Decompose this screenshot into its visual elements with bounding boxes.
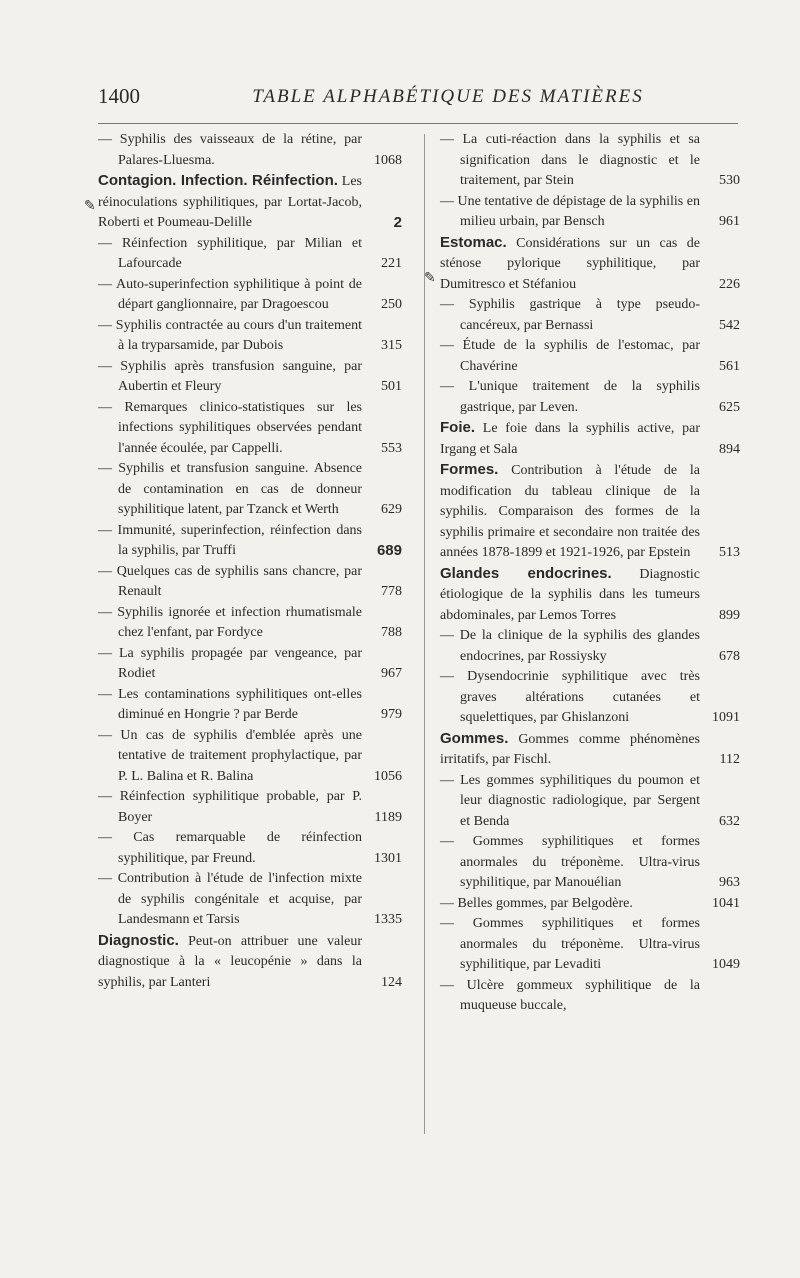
page-reference: 501: [377, 377, 402, 398]
page-reference: 221: [377, 254, 402, 275]
page-reference: 553: [377, 439, 402, 460]
page-reference: 112: [716, 750, 740, 771]
entry-text: Les réinoculations syphilitiques, par Lortat-Jacob, Roberti et Poumeau-Delille: [98, 174, 362, 230]
page-reference: 1091: [708, 708, 740, 729]
index-subentry: [440, 914, 740, 976]
page-reference: 788: [377, 623, 402, 644]
page-reference: 250: [377, 295, 402, 316]
page-title: TABLE ALPHABÉTIQUE DES MATIÈRES: [252, 86, 644, 107]
page-reference: 632: [715, 812, 740, 833]
index-keyword: Diagnostic.: [98, 931, 179, 949]
index-subentry: [98, 130, 402, 171]
index-subentry: [440, 667, 740, 729]
entry-text: — Remarques clinico-statistiques sur les infections syphilitiques observées pendant l'année écoulée, par Cappelli.: [98, 399, 362, 456]
index-subentry: [98, 521, 402, 562]
page-reference: 1301: [370, 849, 402, 870]
entry-text: — Un cas de syphilis d'emblée après une tentative de traitement prophylactique, par P. L. Balina et R. Balina: [98, 727, 362, 784]
index-heading-entry: [440, 418, 740, 460]
index-keyword: Gommes.: [440, 729, 509, 747]
page-reference: 967: [377, 664, 402, 685]
entry-text: — Réinfection syphilitique, par Milian et Lafourcade: [98, 235, 362, 271]
index-keyword: Estomac.: [440, 233, 507, 251]
index-subentry: [98, 459, 402, 521]
entry-text: Gommes comme phénomènes irritatifs, par Fischl.: [440, 731, 700, 767]
page-reference: 1056: [370, 767, 402, 788]
index-keyword: Formes.: [440, 461, 499, 478]
page-reference: 678: [715, 647, 740, 668]
entry-text: — Quelques cas de syphilis sans chancre, par Renault: [98, 563, 362, 599]
page-reference: 961: [715, 212, 740, 233]
page-reference: 899: [715, 606, 740, 627]
index-subentry: [98, 234, 402, 275]
index-subentry: [98, 787, 402, 828]
index-subentry: [440, 976, 740, 1017]
entry-text: — Gommes syphilitiques et formes anormales du tréponème. Ultra-virus syphilitique, par Manouélian: [440, 834, 700, 890]
entry-text: — Les contaminations syphilitiques ont-elles diminué en Hongrie ? par Berde: [98, 686, 362, 722]
index-keyword: Foie.: [440, 419, 476, 436]
entry-text: — Étude de la syphilis de l'estomac, par Chavérine: [440, 338, 700, 374]
page-reference: 1041: [708, 894, 740, 915]
index-subentry: [440, 377, 740, 418]
index-subentry: [98, 828, 402, 869]
index-subentry: [98, 275, 402, 316]
entry-text: — Syphilis ignorée et infection rhumatismale chez l'enfant, par Fordyce: [98, 604, 362, 640]
entry-text: Peut-on attribuer une valeur diagnostique à la « leucopénie » dans la syphilis, par Lanteri: [98, 933, 362, 990]
page-reference: 778: [377, 582, 402, 603]
page-reference: 2: [390, 213, 402, 234]
entry-text: Contribution à l'étude de la modification du tableau clinique de la syphilis. Comparaison des formes de la syphilis primaire et secondaire non traitée des années 1878-1899 et 1921-1926, par Epstein: [440, 463, 700, 560]
page-reference: 530: [715, 171, 740, 192]
index-subentry: [440, 130, 740, 192]
index-heading-entry: [98, 171, 402, 234]
entry-text: Considérations sur un cas de sténose pylorique syphilitique, par Dumitresco et Stéfaniou: [440, 235, 700, 292]
index-subentry: [98, 726, 402, 788]
entry-text: — Auto-superinfection syphilitique à point de départ ganglionnaire, par Dragoescou: [98, 276, 362, 312]
entry-text: — Dysendocrinie syphilitique avec très graves altérations cutanées et squelettiques, par Ghislanzoni: [440, 669, 700, 725]
index-keyword: Contagion. Infection. Réinfection.: [98, 172, 338, 189]
index-subentry: [440, 894, 740, 915]
page-reference: 625: [715, 398, 740, 419]
entry-text: — Contribution à l'étude de l'infection mixte de syphilis congénitale et acquise, par Landesmann et Tarsis: [98, 871, 362, 927]
entry-text: — Gommes syphilitiques et formes anormales du tréponème. Ultra-virus syphilitique, par Levaditi: [440, 916, 700, 972]
entry-text: — Réinfection syphilitique probable, par P. Boyer: [98, 789, 362, 825]
index-heading-entry: [440, 460, 740, 564]
index-subentry: [98, 562, 402, 603]
entry-text: — Belles gommes, par Belgodère.: [440, 895, 633, 911]
page-reference: 979: [377, 705, 402, 726]
entry-text: — L'unique traitement de la syphilis gastrique, par Leven.: [440, 379, 700, 415]
index-heading-entry: [440, 233, 740, 296]
index-subentry: [98, 644, 402, 685]
page-header: [98, 84, 738, 116]
index-heading-entry: [98, 931, 402, 994]
page-reference: 629: [377, 500, 402, 521]
index-subentry: [98, 316, 402, 357]
index-heading-entry: [440, 729, 740, 771]
entry-text: — Les gommes syphilitiques du poumon et leur diagnostic radiologique, par Sergent et Benda: [440, 772, 700, 829]
index-subentry: [98, 603, 402, 644]
margin-mark: ✎: [424, 271, 436, 286]
index-keyword: Glandes endocrines.: [440, 564, 612, 582]
index-subentry: [98, 869, 402, 931]
entry-text: — De la clinique de la syphilis des glandes endocrines, par Rossiysky: [440, 628, 700, 664]
page-reference: 542: [715, 316, 740, 337]
entry-text: Diagnostic étiologique de la syphilis dans les tumeurs abdominales, par Lemos Torres: [440, 566, 701, 623]
index-subentry: [440, 336, 740, 377]
page-reference: 963: [715, 873, 740, 894]
page-reference: 1189: [371, 808, 402, 829]
entry-text: — Syphilis contractée au cours d'un traitement à la tryparsamide, par Dubois: [98, 317, 362, 353]
page-reference: 124: [377, 973, 402, 994]
page-reference: 1068: [370, 151, 402, 172]
page-reference: 513: [715, 543, 740, 564]
page-reference: 1335: [370, 910, 402, 931]
page-reference: 894: [715, 440, 740, 461]
entry-text: — Syphilis des vaisseaux de la rétine, par Palares-Lluesma.: [98, 132, 362, 168]
entry-text: — Syphilis gastrique à type pseudo-cancéreux, par Bernassi: [440, 297, 700, 333]
index-subentry: [98, 685, 402, 726]
index-subentry: [98, 357, 402, 398]
index-heading-entry: [440, 564, 740, 627]
margin-mark: ✎: [84, 199, 96, 214]
index-subentry: [440, 295, 740, 336]
right-column: [440, 130, 740, 1017]
index-subentry: [440, 771, 740, 833]
page-number: 1400: [98, 84, 140, 108]
entry-text: — La cuti-réaction dans la syphilis et sa signification dans le diagnostic et le traitement, par Stein: [440, 132, 700, 188]
left-column: [98, 130, 402, 993]
header-rule: [98, 123, 738, 124]
page-reference: 689: [373, 541, 402, 562]
entry-text: — Syphilis et transfusion sanguine. Absence de contamination en cas de donneur syphilitique latent, par Tzanck et Werth: [98, 461, 362, 517]
entry-text: — Une tentative de dépistage de la syphilis en milieu urbain, par Bensch: [440, 193, 700, 229]
entry-text: — Syphilis après transfusion sanguine, par Aubertin et Fleury: [98, 358, 362, 394]
page-reference: 561: [715, 357, 740, 378]
entry-text: — Immunité, superinfection, réinfection dans la syphilis, par Truffi: [98, 522, 362, 558]
page-reference: 1049: [708, 955, 740, 976]
index-subentry: [440, 192, 740, 233]
index-subentry: [98, 398, 402, 460]
entry-text: Le foie dans la syphilis active, par Irgang et Sala: [440, 421, 700, 457]
index-subentry: [440, 832, 740, 894]
page-reference: 226: [715, 275, 740, 296]
entry-text: — Cas remarquable de réinfection syphilitique, par Freund.: [98, 830, 362, 866]
entry-text: — La syphilis propagée par vengeance, par Rodiet: [98, 645, 362, 681]
index-subentry: [440, 626, 740, 667]
entry-text: — Ulcère gommeux syphilitique de la muqueuse buccale,: [440, 977, 700, 1013]
page-reference: 315: [377, 336, 402, 357]
